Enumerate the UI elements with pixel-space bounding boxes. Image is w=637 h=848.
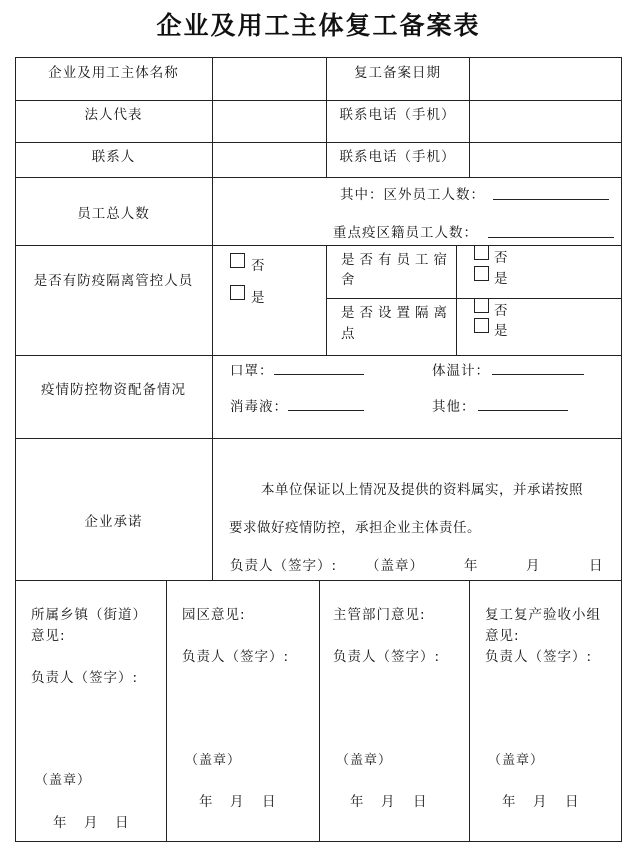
legal-rep-label: 法人代表 [84,107,143,123]
town-opinion-label-cont: 意见: [31,628,66,644]
isolation-no-checkbox[interactable] [474,298,489,313]
resume-date-label: 复工备案日期 [354,65,441,81]
contact-label: 联系人 [91,149,136,165]
group-opinion-label: 复工复产验收小组 [485,607,601,623]
contact-phone-field[interactable] [470,143,621,177]
disinfectant-input[interactable] [288,410,364,411]
park-seal-label: （盖章） [185,753,242,768]
col-divider [166,580,167,842]
col-divider [319,580,320,842]
park-day: 日 [262,794,277,810]
dept-day: 日 [413,794,428,810]
resume-date-field[interactable] [470,58,621,100]
col-divider [456,245,457,356]
dept-sign-label: 负责人（签字）: [333,649,441,665]
dept-month: 月 [381,794,396,810]
row-divider [15,438,622,439]
park-sign-label: 负责人（签字）: [182,649,290,665]
quarantine-no-label: 否 [251,258,266,274]
town-seal-label: （盖章） [35,773,92,788]
col-divider [326,245,327,356]
contact-field[interactable] [213,143,325,177]
commitment-text-line1: 本单位保证以上情况及提供的资料属实，并承诺按照 [261,482,583,498]
town-sign-label: 负责人（签字）: [31,670,139,686]
dorm-yes-label: 是 [494,271,509,287]
col-divider [469,580,470,842]
epidemic-staff-label: 重点疫区籍员工人数： [333,225,478,241]
thermometer-input[interactable] [492,374,584,375]
outside-staff-label: 其中：区外员工人数： [340,187,485,203]
town-day: 日 [115,815,130,831]
park-year: 年 [199,794,214,810]
quarantine-label: 是否有防疫隔离管控人员 [33,273,194,289]
legal-rep-field[interactable] [213,101,325,142]
page-title: 企业及用工主体复工备案表 [156,11,481,40]
isolation-no-label: 否 [494,303,509,319]
other-input[interactable] [478,410,568,411]
isolation-yes-label: 是 [494,323,509,339]
outside-staff-input[interactable] [493,199,609,200]
isolation-label-cont: 点 [341,326,356,342]
table-border-left [15,57,16,842]
staff-total-label: 员工总人数 [77,206,150,222]
park-month: 月 [230,794,245,810]
thermometer-label: 体温计： [432,363,490,379]
quarantine-no-checkbox[interactable] [230,253,245,268]
commitment-text-line2: 要求做好疫情防控，承担企业主体责任。 [229,520,481,536]
group-sign-label: 负责人（签字）: [485,649,593,665]
park-opinion-label: 园区意见: [182,607,246,623]
other-label: 其他： [432,399,476,415]
isolation-yes-checkbox[interactable] [474,318,489,333]
phone-field[interactable] [470,101,621,142]
mask-input[interactable] [274,374,364,375]
quarantine-yes-label: 是 [251,290,266,306]
quarantine-yes-checkbox[interactable] [230,285,245,300]
commitment-sign-label: 负责人（签字）: [230,558,338,574]
phone-label: 联系电话（手机） [339,107,456,123]
town-month: 月 [84,815,99,831]
commitment-day: 日 [589,558,604,574]
dorm-no-checkbox[interactable] [474,245,489,260]
contact-phone-label: 联系电话（手机） [339,149,456,165]
group-year: 年 [502,794,517,810]
mask-label: 口罩： [230,363,274,379]
commitment-label: 企业承诺 [84,514,143,530]
company-name-label: 企业及用工主体名称 [48,65,179,81]
dept-opinion-label: 主管部门意见: [333,607,426,623]
dorm-yes-checkbox[interactable] [474,266,489,281]
group-seal-label: （盖章） [488,753,545,768]
group-opinion-label-cont: 意见: [485,628,520,644]
supplies-label: 疫情防控物资配备情况 [41,382,186,398]
town-year: 年 [53,815,68,831]
dorm-label-cont: 舍 [341,272,356,288]
dept-year: 年 [350,794,365,810]
row-divider [15,245,622,246]
group-day: 日 [565,794,580,810]
commitment-seal-label: （盖章） [366,558,424,574]
staff-total-field[interactable] [213,178,325,245]
epidemic-staff-input[interactable] [488,237,614,238]
disinfectant-label: 消毒液： [230,399,288,415]
row-divider [15,355,622,356]
dorm-label: 是否有员工宿 [341,252,452,268]
company-name-field[interactable] [213,58,325,100]
dorm-no-label: 否 [494,250,509,266]
group-month: 月 [533,794,548,810]
isolation-label: 是否设置隔离 [341,305,452,321]
commitment-year: 年 [464,558,479,574]
town-opinion-label: 所属乡镇（街道） [31,607,147,623]
table-border-right [621,57,622,842]
dept-seal-label: （盖章） [336,753,393,768]
commitment-month: 月 [526,558,541,574]
